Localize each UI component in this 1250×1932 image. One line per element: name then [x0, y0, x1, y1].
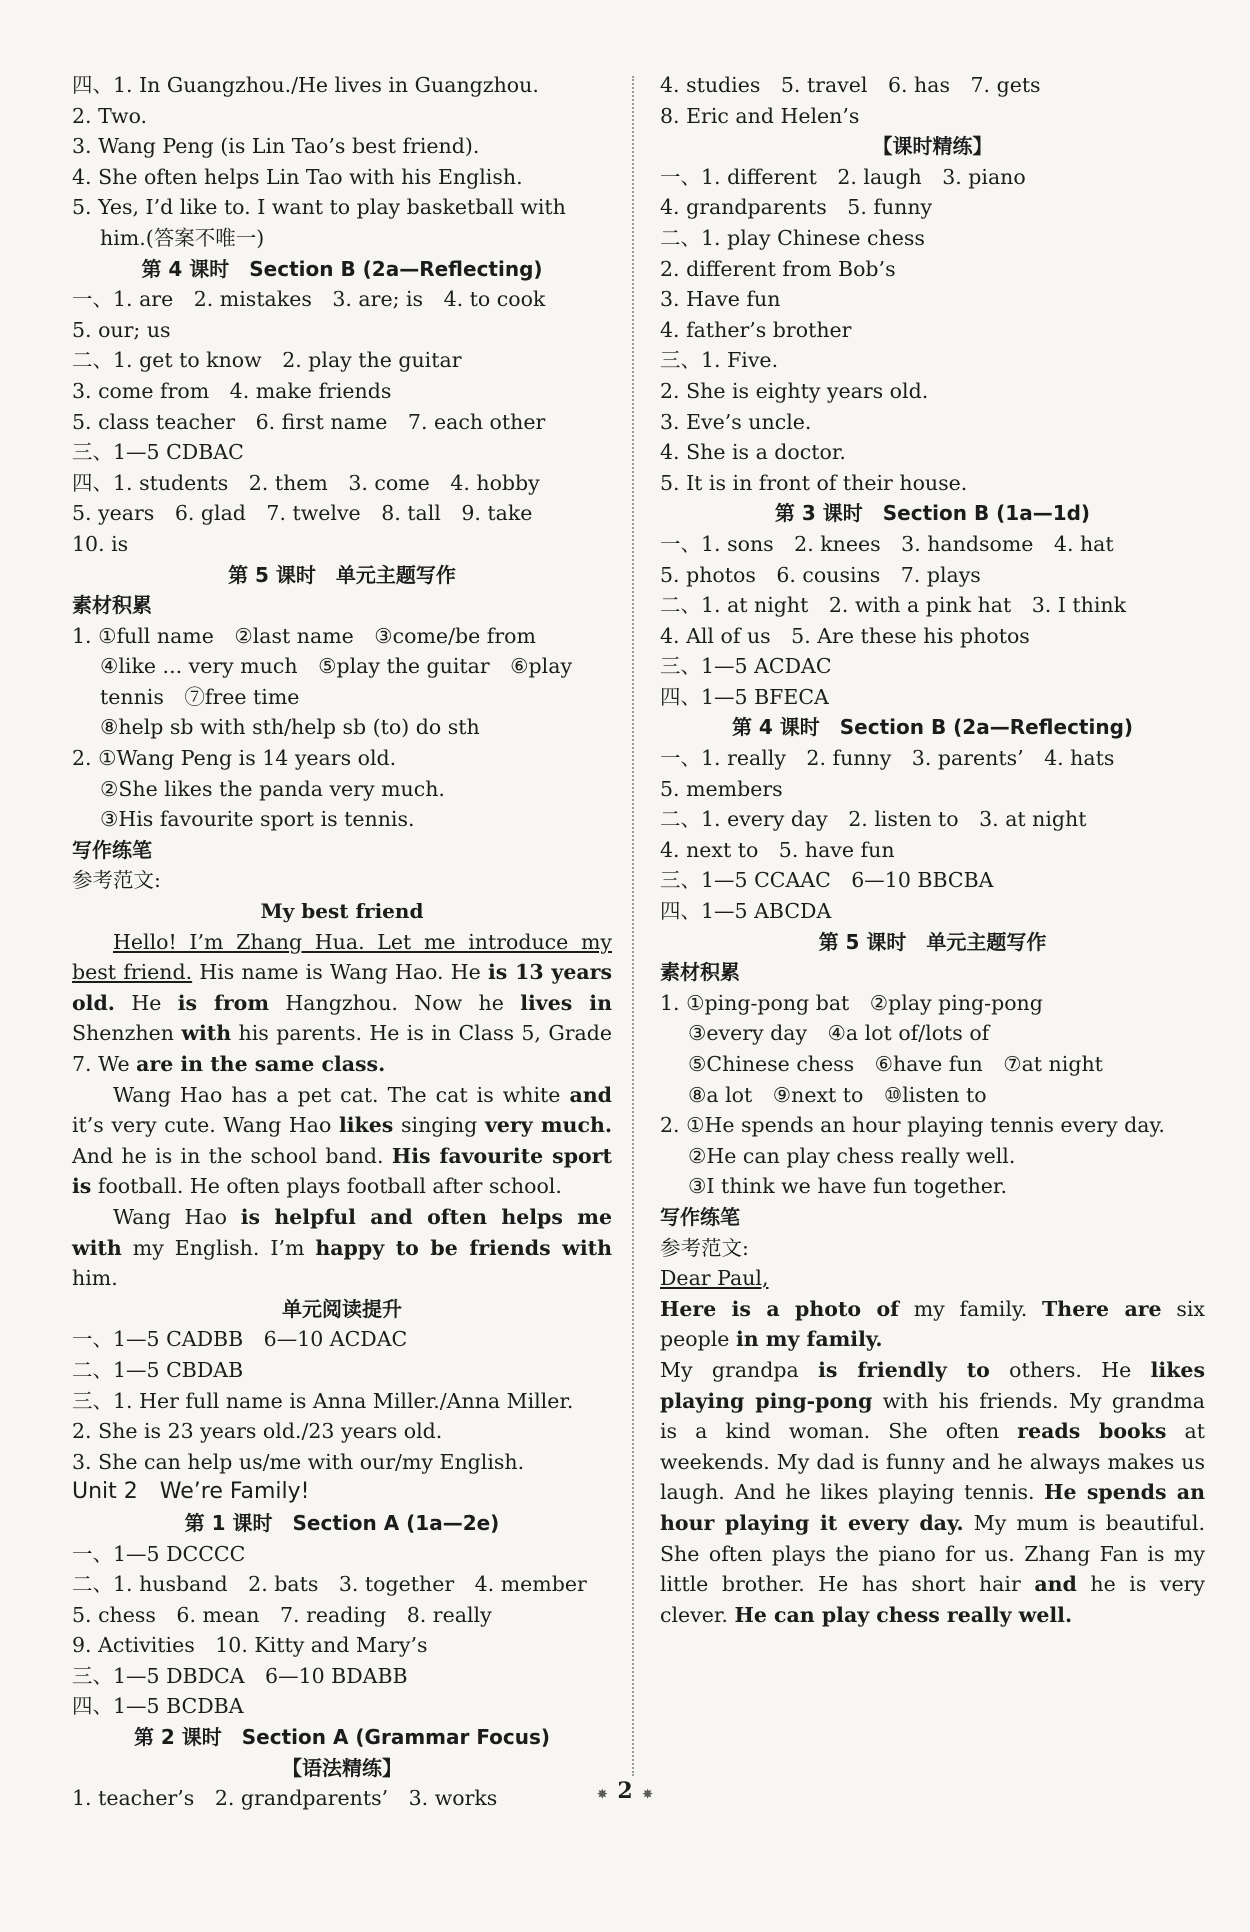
answer-line: 3. Have fun	[660, 287, 781, 312]
essay-keyword: is friendly to	[818, 1357, 990, 1382]
answer-line: 5. our; us	[72, 317, 171, 342]
essay-keyword: and	[569, 1082, 612, 1107]
answer-line: 2. She is eighty years old.	[660, 378, 929, 403]
essay-keyword: lives in	[520, 990, 613, 1015]
answer-line: 3. Wang Peng (is Lin Tao’s best friend).	[72, 134, 480, 159]
answer-line: 三、1—5 CDBAC	[72, 440, 244, 465]
essay-salutation: Dear Paul,	[660, 1266, 769, 1291]
answer-line: 2. Two.	[72, 103, 148, 128]
essay-keyword: very much.	[484, 1113, 612, 1138]
lesson-heading: 第 2 课时 Section A (Grammar Focus)	[133, 1725, 551, 1750]
essay-keyword: with	[181, 1021, 232, 1046]
answer-line: 5. It is in front of their house.	[660, 470, 968, 495]
essay-paragraph-2	[660, 1355, 1205, 1630]
answer-line: 4. She is a doctor.	[660, 440, 846, 465]
lesson-heading: 第 4 课时 Section B (2a—Reflecting)	[731, 715, 1134, 740]
answer-line: 二、1—5 CBDAB	[72, 1357, 244, 1382]
answer-line: 2. ①He spends an hour playing tennis every day.	[660, 1113, 1165, 1138]
essay-keyword: and	[1034, 1572, 1077, 1597]
answer-line: 4. studies 5. travel 6. has 7. gets	[660, 73, 1041, 97]
essay-text: him.	[72, 1266, 118, 1291]
answer-line: 3. Eve’s uncle.	[660, 409, 812, 434]
answer-line: 3. She can help us/me with our/my English.	[72, 1449, 525, 1474]
answer-line: 三、1. Her full name is Anna Miller./Anna Miller.	[72, 1388, 574, 1413]
answer-line: 一、1. are 2. mistakes 3. are; is 4. to cook	[72, 287, 546, 312]
essay-text: And he is in the school band.	[72, 1143, 392, 1168]
answer-line: 4. next to 5. have fun	[660, 837, 895, 862]
essay-text: My grandpa	[660, 1357, 819, 1382]
answer-line: 8. Eric and Helen’s	[660, 103, 860, 128]
essay-title: My best friend	[260, 899, 424, 924]
essay-keyword: He spends an hour playing it every day.	[660, 1480, 1205, 1535]
answer-line: 一、1. different 2. laugh 3. piano	[660, 164, 1026, 189]
page-number-text: 2	[617, 1778, 633, 1804]
essay-keyword: His favourite sport is	[72, 1143, 612, 1199]
lesson-heading: 第 5 课时 单元主题写作	[818, 929, 1047, 954]
essay-keyword: There are	[1042, 1296, 1162, 1321]
left-column	[72, 70, 612, 1814]
answer-line: 1. ①ping-pong bat ②play ping-pong	[660, 990, 1043, 1015]
essay-text: Shenzhen	[72, 1021, 182, 1046]
essay-keyword: is helpful and often helps me with	[72, 1204, 612, 1260]
answer-line: 10. is	[72, 531, 129, 556]
answer-line: 一、1—5 DCCCC	[72, 1541, 246, 1566]
answer-line: 3. come from 4. make friends	[72, 378, 392, 403]
essay-paragraph-2	[72, 1080, 612, 1202]
essay-text: he is very clever.	[660, 1572, 1205, 1627]
answer-line: 一、1—5 CADBB 6—10 ACDAC	[72, 1327, 408, 1352]
answer-line: 5. chess 6. mean 7. reading 8. really	[72, 1602, 492, 1627]
answer-line: 4. She often helps Lin Tao with his English.	[72, 164, 523, 189]
essay-keyword: likes playing ping-pong	[660, 1357, 1205, 1413]
answer-line: ⑧help sb with sth/help sb (to) do sth	[100, 715, 480, 740]
answer-line: 四、1—5 BFECA	[660, 684, 829, 709]
answer-line: 二、1. play Chinese chess	[660, 225, 925, 250]
subsection-heading: 写作练笔	[660, 1204, 740, 1229]
answer-line: ②He can play chess really well.	[688, 1143, 1016, 1168]
answer-line: ③I think we have fun together.	[688, 1174, 1007, 1199]
column-divider	[632, 76, 634, 1776]
essay-keyword: is 13 years old.	[72, 960, 612, 1015]
essay-keyword: happy to be friends with	[315, 1235, 612, 1260]
subsection-heading: 写作练笔	[72, 837, 152, 862]
answer-line: 一、1. really 2. funny 3. parents’ 4. hats	[660, 746, 1115, 771]
essay-keyword: are in the same class.	[136, 1052, 386, 1076]
answer-line: 一、1. sons 2. knees 3. handsome 4. hat	[660, 531, 1114, 556]
essay-text: at weekends. My dad is funny and he always makes us laugh. And he likes playing tennis.	[660, 1419, 1205, 1505]
essay-text: Wang Hao	[113, 1204, 241, 1229]
subsection-heading: 素材积累	[660, 960, 740, 985]
model-essay-label: 参考范文:	[72, 868, 161, 893]
lesson-heading: 第 5 课时 单元主题写作	[228, 562, 456, 587]
lesson-heading: 第 4 课时 Section B (2a—Reflecting)	[141, 256, 543, 281]
ornament-left-icon: ✵	[597, 1787, 608, 1801]
right-column	[660, 70, 1205, 1630]
answer-line: ④like ... very much ⑤play the guitar ⑥play	[100, 654, 573, 679]
answer-line: 1. teacher’s 2. grandparents’ 3. works	[72, 1786, 498, 1811]
essay-keyword: in my family.	[735, 1327, 883, 1352]
essay-keyword: is from	[177, 990, 270, 1015]
essay-text: it’s very cute. Wang Hao	[72, 1113, 339, 1138]
answer-line: 4. All of us 5. Are these his photos	[660, 623, 1030, 648]
essay-keyword: reads books	[1017, 1419, 1167, 1444]
answer-line: 三、1. Five.	[660, 348, 779, 373]
answer-line: 5. years 6. glad 7. twelve 8. tall 9. take	[72, 501, 533, 526]
essay-text: others. He	[989, 1357, 1151, 1382]
answer-line: 5. photos 6. cousins 7. plays	[660, 562, 981, 587]
subsection-heading: 素材积累	[72, 593, 152, 618]
answer-line: 5. Yes, I’d like to. I want to play basketball with	[72, 195, 566, 220]
section-heading: 单元阅读提升	[282, 1296, 402, 1321]
answer-line: 4. father’s brother	[660, 317, 852, 342]
answer-line: ⑤Chinese chess ⑥have fun ⑦at night	[688, 1052, 1103, 1076]
ornament-right-icon: ✵	[642, 1787, 653, 1801]
answer-line: 2. ①Wang Peng is 14 years old.	[72, 746, 397, 771]
essay-text: his parents. He is in Class 5, Grade 7. We	[72, 1021, 612, 1076]
answer-line: ⑧a lot ⑨next to ⑩listen to	[688, 1082, 987, 1107]
subsection-heading: 【课时精练】	[872, 134, 993, 159]
essay-text: Wang Hao has a pet cat. The cat is white	[113, 1082, 570, 1107]
unit-heading: Unit 2 We’re Family!	[72, 1479, 310, 1505]
essay-text: singing	[393, 1113, 485, 1138]
essay-text: with his friends. My grandma is a kind woman. She often	[660, 1388, 1206, 1444]
page-number	[0, 1778, 1250, 1804]
answer-line: 4. grandparents 5. funny	[660, 195, 933, 220]
essay-text: His name is Wang Hao. He	[192, 960, 488, 985]
essay-keyword: Here is a photo of	[660, 1296, 899, 1321]
essay-text: best friend.	[72, 960, 193, 985]
answer-line: 二、1. at night 2. with a pink hat 3. I think	[660, 593, 1127, 618]
subsection-heading: 【语法精练】	[282, 1755, 402, 1780]
answer-line: him.(答案不唯一)	[100, 225, 265, 250]
answer-line: ②She likes the panda very much.	[100, 776, 445, 801]
lesson-heading: 第 1 课时 Section A (1a—2e)	[184, 1510, 500, 1535]
answer-line: 9. Activities 10. Kitty and Mary’s	[72, 1633, 428, 1658]
essay-text: Hello! I’m Zhang Hua. Let me introduce my	[113, 929, 612, 954]
essay-text: my family.	[898, 1296, 1043, 1321]
essay-text: Hangzhou. Now he	[269, 990, 521, 1015]
answer-line: 四、1. In Guangzhou./He lives in Guangzhou.	[72, 73, 539, 97]
answer-line: 二、1. husband 2. bats 3. together 4. member	[72, 1572, 587, 1597]
essay-text: my English. I’m	[121, 1235, 316, 1260]
answer-line: 5. class teacher 6. first name 7. each other	[72, 409, 546, 434]
answer-line: ③His favourite sport is tennis.	[100, 807, 415, 832]
essay-text: football. He often plays football after school.	[91, 1174, 562, 1199]
model-essay-label: 参考范文:	[660, 1235, 749, 1260]
answer-line: 四、1—5 BCDBA	[72, 1694, 244, 1719]
lesson-heading: 第 3 课时 Section B (1a—1d)	[774, 501, 1091, 526]
answer-line: 三、1—5 CCAAC 6—10 BBCBA	[660, 868, 994, 893]
answer-line: 四、1. students 2. them 3. come 4. hobby	[72, 470, 540, 495]
essay-keyword: likes	[338, 1113, 394, 1138]
answer-line: ③every day ④a lot of/lots of	[688, 1021, 990, 1046]
answer-line: 二、1. every day 2. listen to 3. at night	[660, 807, 1087, 832]
answer-line: 1. ①full name ②last name ③come/be from	[72, 623, 536, 648]
answer-line: tennis ⑦free time	[100, 684, 300, 709]
answer-line: 5. members	[660, 776, 783, 801]
answer-line: 2. She is 23 years old./23 years old.	[72, 1419, 443, 1444]
essay-paragraph-1	[72, 927, 612, 1080]
essay-text: My mum is beautiful. She often plays the piano for us. Zhang Fan is my little brother. He has short hair	[660, 1510, 1205, 1597]
essay-text: six people	[660, 1296, 1205, 1352]
answer-line: 二、1. get to know 2. play the guitar	[72, 348, 462, 373]
answer-line: 2. different from Bob’s	[660, 256, 896, 281]
essay-paragraph-3	[72, 1202, 612, 1294]
essay-text: He	[114, 990, 178, 1015]
essay-keyword: He can play chess really well.	[734, 1602, 1073, 1627]
answer-line: 三、1—5 ACDAC	[660, 654, 832, 679]
essay-paragraph-1	[660, 1294, 1205, 1355]
answer-line: 四、1—5 ABCDA	[660, 899, 832, 924]
answer-line: 三、1—5 DBDCA 6—10 BDABB	[72, 1663, 408, 1688]
